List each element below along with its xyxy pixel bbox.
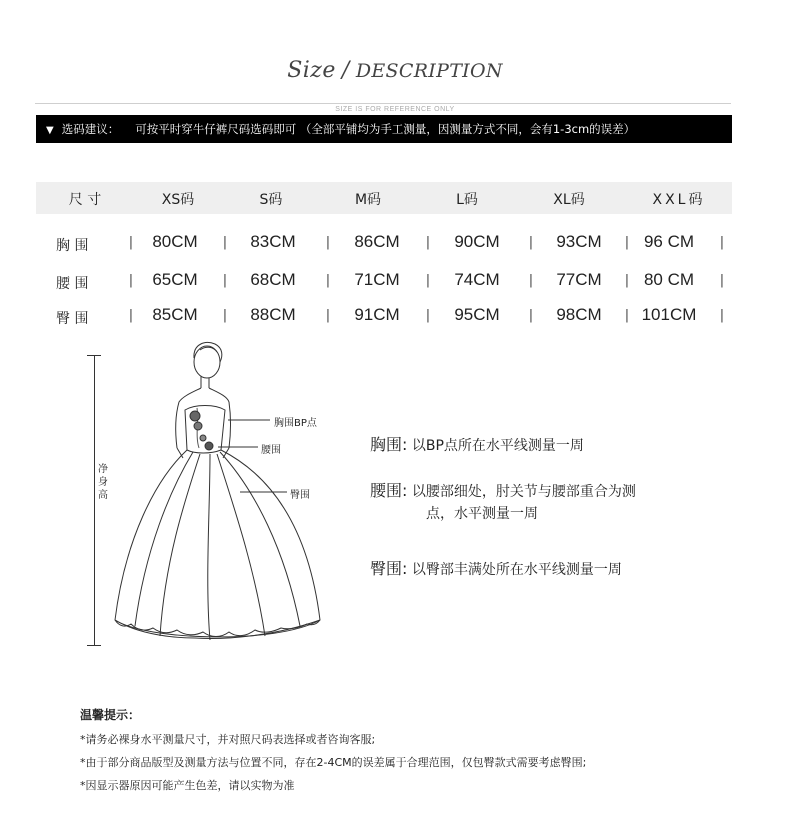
table-cell: 91CM bbox=[354, 305, 400, 324]
column-separator: | bbox=[719, 273, 725, 288]
column-separator: | bbox=[425, 273, 431, 288]
tip-line: *因显示器原因可能产生色差，请以实物为准 bbox=[80, 779, 295, 792]
triangle-down-icon: ▼ bbox=[46, 125, 54, 136]
measure-waist-name: 腰围: bbox=[370, 481, 408, 500]
column-separator: | bbox=[128, 273, 134, 288]
header-l: L码 bbox=[456, 192, 478, 208]
table-cell: 80CM bbox=[152, 232, 198, 251]
header-size: 尺 寸 bbox=[68, 192, 102, 208]
title-main: Size bbox=[287, 58, 336, 83]
table-cell: 68CM bbox=[250, 270, 296, 289]
title-description: DESCRIPTION bbox=[355, 60, 503, 82]
table-cell: 83CM bbox=[250, 232, 296, 251]
measure-waist bbox=[370, 480, 636, 525]
column-separator: | bbox=[528, 308, 534, 323]
column-separator: | bbox=[325, 308, 331, 323]
table-cell: 101CM bbox=[641, 305, 697, 324]
header-xl: XL码 bbox=[553, 192, 585, 208]
measure-bust-desc: 以BP点所在水平线测量一周 bbox=[411, 438, 584, 454]
header-xxl: XXL码 bbox=[652, 192, 706, 208]
callout-waist: 腰围 bbox=[261, 445, 281, 456]
banner-text: 可按平时穿牛仔裤尺码选码即可 （全部平铺均为手工测量，因测量方式不同，会有1-3cm的误差） bbox=[135, 122, 636, 136]
table-cell: 98CM bbox=[556, 305, 602, 324]
banner-label: 选码建议： bbox=[61, 122, 120, 136]
table-cell: 74CM bbox=[454, 270, 500, 289]
table-cell: 85CM bbox=[152, 305, 198, 324]
measure-bust bbox=[370, 434, 584, 457]
header-xs: XS码 bbox=[161, 192, 195, 208]
column-separator: | bbox=[222, 235, 228, 250]
column-separator: | bbox=[222, 273, 228, 288]
height-label: 净身高 bbox=[98, 464, 108, 501]
tips-heading: 温馨提示： bbox=[80, 708, 141, 722]
table-cell: 93CM bbox=[556, 232, 602, 251]
callout-bust-bp: 胸围BP点 bbox=[274, 418, 317, 429]
callout-hip: 臀围 bbox=[290, 490, 310, 501]
tip-line: *由于部分商品版型及测量方法与位置不同，存在2-4CM的误差属于合理范围，仅包臀款式需要考虑臀围; bbox=[80, 756, 587, 769]
measure-waist-desc: 以腰部细处，肘关节与腰部重合为测 bbox=[411, 484, 636, 500]
measure-hip-name: 臀围: bbox=[370, 559, 408, 578]
table-cell: 65CM bbox=[152, 270, 198, 289]
table-cell: 95CM bbox=[454, 305, 500, 324]
column-separator: | bbox=[425, 308, 431, 323]
table-cell: 96 CM bbox=[643, 232, 695, 251]
column-separator: | bbox=[624, 308, 630, 323]
header-s: S码 bbox=[259, 192, 283, 208]
table-cell: 86CM bbox=[354, 232, 400, 251]
column-separator: | bbox=[325, 235, 331, 250]
row-label-waist: 腰 围 bbox=[56, 276, 89, 292]
row-label-bust: 胸 围 bbox=[56, 238, 89, 254]
measure-hip-desc: 以臀部丰满处所在水平线测量一周 bbox=[411, 562, 622, 578]
measure-hip bbox=[370, 558, 622, 581]
measure-bust-name: 胸围: bbox=[370, 435, 408, 454]
column-separator: | bbox=[624, 235, 630, 250]
column-separator: | bbox=[528, 273, 534, 288]
column-separator: | bbox=[128, 235, 134, 250]
column-separator: | bbox=[528, 235, 534, 250]
tip-line: *请务必裸身水平测量尺寸，并对照尺码表选择或者咨询客服; bbox=[80, 733, 376, 746]
table-cell: 80 CM bbox=[643, 270, 695, 289]
subtitle-text: SIZE IS FOR REFERENCE ONLY bbox=[329, 106, 460, 113]
table-cell: 88CM bbox=[250, 305, 296, 324]
column-separator: | bbox=[325, 273, 331, 288]
table-cell: 71CM bbox=[354, 270, 400, 289]
table-cell: 90CM bbox=[454, 232, 500, 251]
tips-section bbox=[80, 706, 586, 800]
column-separator: | bbox=[128, 308, 134, 323]
header-m: M码 bbox=[354, 192, 382, 208]
table-cell: 77CM bbox=[556, 270, 602, 289]
column-separator: | bbox=[719, 308, 725, 323]
column-separator: | bbox=[624, 273, 630, 288]
title-separator: / bbox=[341, 58, 350, 83]
column-separator: | bbox=[425, 235, 431, 250]
column-separator: | bbox=[719, 235, 725, 250]
column-separator: | bbox=[222, 308, 228, 323]
row-label-hip: 臀 围 bbox=[56, 311, 89, 327]
measure-waist-desc-2: 点，水平测量一周 bbox=[426, 506, 538, 522]
